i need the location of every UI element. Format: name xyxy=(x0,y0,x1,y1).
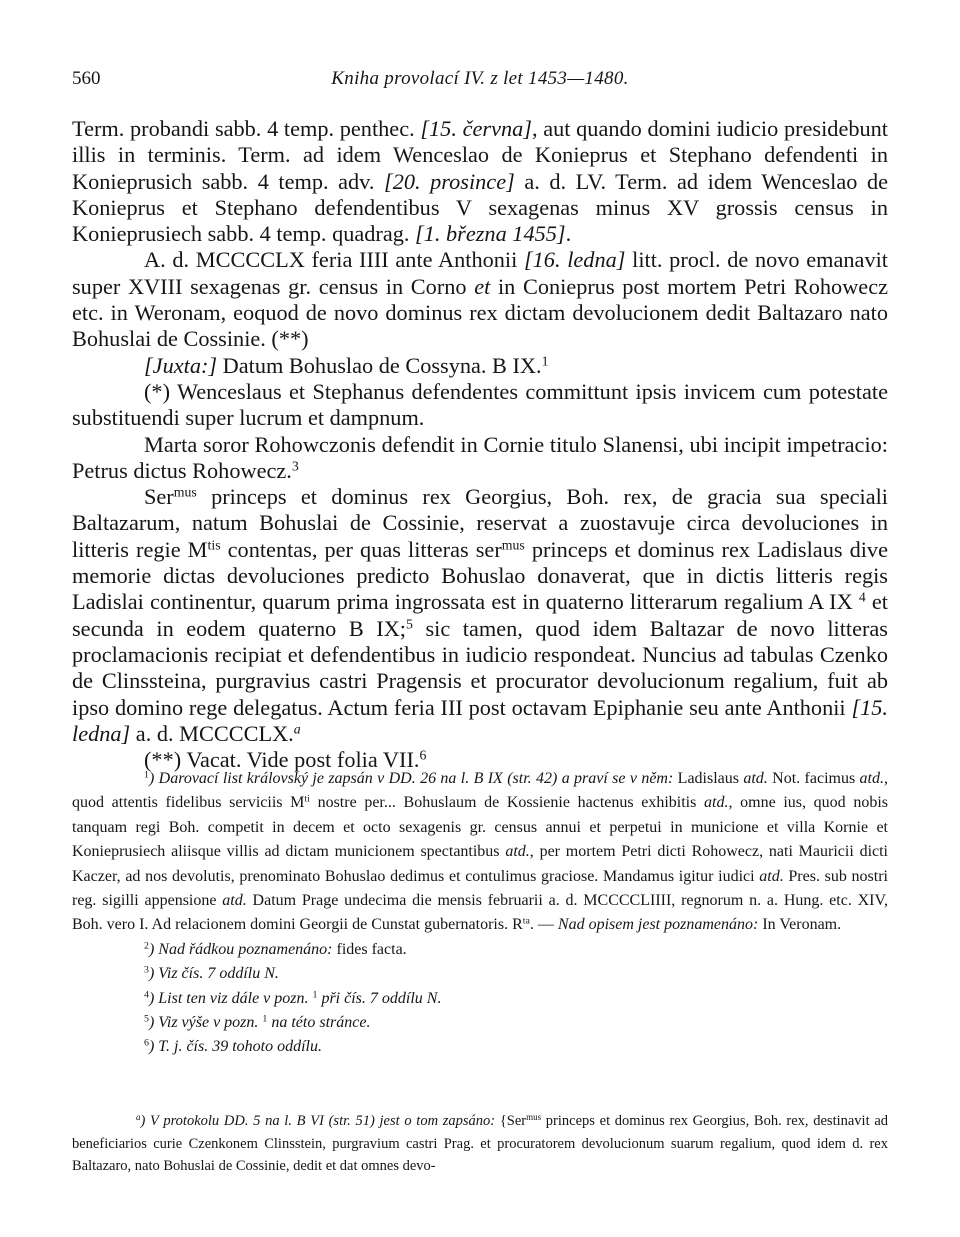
paragraph xyxy=(72,353,888,379)
text-run: contentas, per quas litteras ser xyxy=(220,536,502,562)
superscript-abbr: tis xyxy=(207,537,221,553)
editorial-date: [1. března 1455] xyxy=(415,221,566,247)
editor-comment: ) Nad řádkou poznamenáno: xyxy=(148,940,333,958)
editorial-note: [Juxta:] xyxy=(144,352,218,378)
text-run: , per mortem Petri dicti Rohowecz, nati Mauricii dicti Kaczer, ad nos devolutis, prenominato Bohuslao dedimus et contulimus graciose. Mandamus igitur iudici xyxy=(72,843,889,885)
footnote-number: 4 xyxy=(144,989,149,1001)
paragraph xyxy=(72,484,888,747)
text-run: atd. xyxy=(704,794,729,812)
text-run: (*) Wenceslaus et Stephanus defendentes committunt ipsis invicem cum potestate substituendi super lucrum et dampnum. xyxy=(72,378,888,431)
footnote-ref: 1 xyxy=(262,1013,268,1025)
running-title: Kniha provolací IV. z let 1453—1480. xyxy=(331,68,629,89)
variant-note xyxy=(72,1110,888,1178)
footnote xyxy=(72,962,888,986)
text-run: Pres. sub nostri reg. sigilli appensione xyxy=(72,867,888,910)
footnote-number: a xyxy=(136,1112,141,1123)
paragraph xyxy=(72,247,888,352)
text-run: Datum Prage undecima die mensis februarii a. d. MCCCCLIIII, regnorum n. a. Hung. etc. XIV, Boh. vero I. Ad relacionem domini Georgii de Cunstat gubernatoris. R xyxy=(72,892,889,934)
footnote xyxy=(72,767,888,938)
text-run: (**) Vacat. Vide post folia VII. xyxy=(144,747,420,773)
footnote-number: 5 xyxy=(144,1013,149,1025)
superscript-abbr: ti xyxy=(304,793,310,805)
editor-comment: ) List ten viz dále v pozn. xyxy=(148,989,313,1007)
text-run: et secunda in eodem quaterno B IX; xyxy=(72,589,888,641)
paragraph xyxy=(72,379,888,432)
editor-comment: při čís. 7 oddílu N. xyxy=(317,989,442,1007)
editorial-date: [15. června] xyxy=(420,116,532,141)
footnote-ref: 3 xyxy=(291,458,299,474)
editor-comment: na této stránce. xyxy=(267,1014,371,1032)
editor-comment: ) Darovací list královský je zapsán v DD. 26 na l. B IX (str. 42) a praví se v něm: xyxy=(148,770,674,787)
footnote xyxy=(72,938,888,962)
editorial-date: [16. ledna] xyxy=(523,247,626,273)
footnote-ref: 1 xyxy=(312,989,318,1001)
footnote-number: 1 xyxy=(144,769,149,781)
text-run: nostre per... Bohuslaum de Kossienie hactenus exhibitis xyxy=(309,794,705,812)
footnote-number: 2 xyxy=(144,940,149,952)
text-run: A. d. MCCCCLX feria IIII ante Anthonii xyxy=(144,247,524,273)
footnote-ref: 4 xyxy=(858,589,866,605)
text-run: atd. xyxy=(859,770,884,787)
text-run: princeps et dominus rex Georgius, Boh. rex, destinavit ad beneficiarios curie Czenkonem Clinsstein, purgravium castri Prag. et procuratorem devolucionum suarum regalium, quod idem d. rex Baltazaro, nato Bohuslai de Cossinie, dedit et dat omnes devo- xyxy=(72,1113,889,1175)
footnote-ref: 1 xyxy=(541,353,549,369)
text-run: a. d. MCCCCLX. xyxy=(130,720,294,746)
text-run: a. d. LV. Term. ad idem Wenceslao de Konieprus et Stephano defendentibus V sexagenas minus XV grossis census in Konieprusiech sabb. 4 temp. quadrag. xyxy=(72,168,889,247)
footnote-ref: 5 xyxy=(406,616,413,632)
text-run: sic tamen, quod idem Baltazar de novo litteras proclamacionis recipiat et defendentibus in iudicio respondeat. Nuncius ad tabulas Czenko de Clinssteina, purgravius castri Pragensis et procurator devolucionum regalium, fuit ab ipso domino rege delegatus. Actum feria III post octavam Epiphanie seu ante Anthonii xyxy=(72,615,888,720)
footnote-ref: a xyxy=(293,721,301,737)
editorial-date: [20. prosince] xyxy=(384,168,515,194)
text-run: in Conieprus post mortem Petri Rohowecz etc. in Weronam, eoquod de novo dominus rex dictam devolucionem dedit Baltazaro nato Bohuslai de Cossinie. (**) xyxy=(72,273,888,352)
text-run: {Ser xyxy=(495,1113,527,1129)
superscript-abbr: mus xyxy=(526,1112,542,1123)
text-run: . — xyxy=(529,916,558,934)
text-run: Ladislaus xyxy=(673,770,744,787)
text-run: atd. xyxy=(759,867,784,885)
text-run: princeps et dominus rex Georgius, Boh. rex, de gracia sua speciali Baltazarum, natum Bohuslai de Cossinie, reservat a zuostavuje circa devoluciones in litteris regie M xyxy=(72,484,888,562)
main-text xyxy=(72,116,888,773)
footnote-number: 3 xyxy=(144,964,149,976)
text-run: Marta soror Rohowczonis defendit in Cornie titulo Slanensi, ubi incipit impetracio: Petrus dictus Rohowecz. xyxy=(72,431,888,483)
superscript-abbr: mus xyxy=(501,537,525,553)
text-run: Term. probandi sabb. 4 temp. penthec. xyxy=(72,116,421,141)
footnote-number: 6 xyxy=(144,1038,149,1050)
paragraph xyxy=(72,116,888,247)
text-run: atd. xyxy=(505,843,530,861)
footnotes xyxy=(72,767,888,1060)
editor-comment: ) T. j. čís. 39 tohoto oddílu. xyxy=(148,1038,322,1056)
footnote xyxy=(72,1011,888,1035)
text-run: , omne ius, quod nobis tanquam regi Boh. competit in decem et octo sexagenis gr. census annui et perpetui in municione et villa Kornie et Konieprusiech aliisque villis ad dictam municionem spectantibus xyxy=(72,794,888,861)
page-number: 560 xyxy=(72,68,101,89)
editor-comment: ) V protokolu DD. 5 na l. B VI (str. 51) jest o tom zapsáno: xyxy=(140,1113,496,1129)
text-run: atd. xyxy=(743,770,768,787)
superscript-abbr: mus xyxy=(173,484,197,500)
footnote-ref: 6 xyxy=(419,747,427,763)
footnote xyxy=(72,987,888,1011)
running-header xyxy=(72,68,888,90)
text-run: Datum Bohuslao de Cossyna. B IX. xyxy=(217,352,542,378)
editor-comment: ) Viz výše v pozn. xyxy=(148,1014,263,1032)
text-run: , aut quando domini iudicio presidebunt illis in terminis. Term. ad idem Wenceslao de Konieprus et Stephano defendenti in Konieprusich sabb. 4 temp. adv. xyxy=(72,116,888,194)
text-run: Ser xyxy=(144,484,174,510)
text-run: , quod attentis fidelibus serviciis M xyxy=(72,770,888,812)
text-run: Not. facimus xyxy=(767,770,860,787)
text-run: princeps et dominus rex Ladislaus dive memorie dictas devoluciones predicto Bohuslao donaverat, que in dictis litteris regis Ladislai continentur, quarum prima ingrossata est in quaterno litterarum regalium A IX xyxy=(72,536,888,615)
text-run: fides facta. xyxy=(332,940,407,958)
text-run: . xyxy=(565,221,572,247)
text-run: litt. procl. de novo emanavit super XVIII sexagenas gr. census in Corno xyxy=(72,247,888,299)
editor-comment: Nad opisem jest poznamenáno: xyxy=(557,916,759,934)
text-run: atd. xyxy=(222,892,247,910)
editorial-date: [15. ledna] xyxy=(72,694,888,746)
emphasis: et xyxy=(474,273,491,299)
text-run: In Veronam. xyxy=(758,916,842,934)
footnote xyxy=(72,1035,888,1059)
superscript-abbr: ta xyxy=(522,915,530,927)
editor-comment: ) Viz čís. 7 oddílu N. xyxy=(148,965,279,983)
paragraph xyxy=(72,432,888,485)
footnote xyxy=(72,1110,888,1178)
